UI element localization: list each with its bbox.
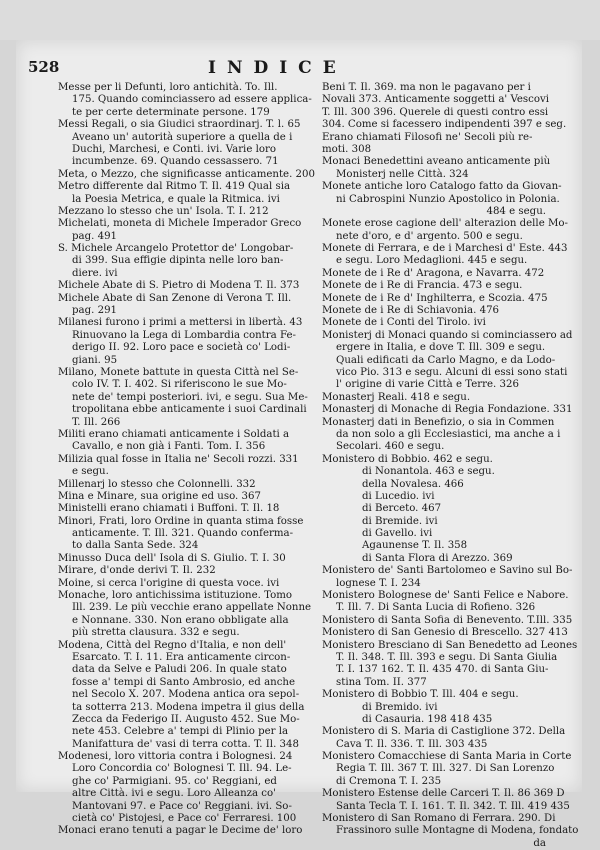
index-entry-line: lognese T. I. 234	[336, 577, 421, 589]
index-entry-line: T. Ill. 300 396. Querele di questi contro essi	[322, 106, 549, 118]
index-entry-line: Modenesi, loro vittoria contra i Bolognesi. 24	[58, 751, 293, 763]
index-entry-line: Erano chiamati Filosofi ne' Secoli più re-	[322, 131, 533, 143]
index-entry-line: di Berceto. 467	[362, 503, 442, 515]
page-title: INDICE	[208, 58, 347, 78]
index-entry-line: Mina e Minare, sua origine ed uso. 367	[58, 490, 261, 502]
index-entry-line: Monistero de' Santi Bartolomeo e Savino sul Bo-	[322, 565, 573, 577]
index-entry-line: la Poesia Metrica, e quale la Ritmica. ivi	[72, 193, 280, 205]
index-entry-line: Monistero di S. Maria di Castiglione 372. Della	[322, 726, 566, 738]
index-entry-line: te per certe determinate persone. 179	[72, 106, 270, 118]
index-entry-line: Michele Abate di San Zenone di Verona T. Ill.	[58, 292, 292, 304]
index-entry-line: vico Pio. 313 e segu. Alcuni di essi sono stati	[336, 366, 568, 378]
index-entry-line: di Lucedio. ivi	[362, 490, 435, 502]
index-entry-line: Agaunense T. Il. 358	[362, 540, 468, 552]
index-entry-line: tropolitana ebbe anticamente i suoi Cardinali	[72, 404, 307, 416]
index-entry-line: più stretta clausura. 332 e segu.	[72, 627, 240, 639]
index-entry-line: Messi Regali, o sia Giudici straordinarj. T. l. 65	[58, 119, 301, 131]
index-entry-line: Monisterj di Monaci quando si cominciassero ad	[322, 329, 573, 341]
index-entry-line: da non solo a gli Ecclesiastici, ma anche a i	[336, 428, 561, 440]
index-entry-line: Monistero di Bobbio T. Ill. 404 e segu.	[322, 689, 519, 701]
index-entry-line: Monete erose cagione dell' alterazion delle Mo-	[322, 218, 568, 230]
index-entry-line: Messe per li Defunti, loro antichità. To. Ill.	[58, 82, 278, 93]
index-entry-line: e segu.	[72, 466, 109, 478]
index-entry-line: nete d'oro, e d' argento. 500 e segu.	[336, 230, 523, 242]
index-entry-line: Michele Abate di S. Pietro di Modena T. Il. 373	[58, 280, 300, 292]
index-entry-line: di Casauria. 198 418 435	[362, 713, 493, 725]
index-entry-line: fosse a' tempi di Santo Ambrosio, ed anche	[72, 676, 295, 688]
index-entry-line: di Cremona T. I. 235	[336, 775, 442, 787]
index-entry-line: Monistero di San Genesio di Brescello. 327 413	[322, 627, 568, 639]
index-entry-line: T. Ill. 266	[72, 416, 121, 428]
index-entry-line: T. Il. 348. T. Ill. 393 e segu. Di Santa Giulia	[336, 651, 558, 663]
index-entry-line: Monete antiche loro Catalogo fatto da Giovan-	[322, 181, 562, 193]
index-entry-line: Monete de i Re d' Aragona, e Navarra. 472	[322, 267, 545, 279]
index-entry-line: Monasterj dati in Benefizio, o sia in Commen	[322, 416, 555, 428]
index-entry-line: nete 453. Celebre a' tempi di Plinio per la	[72, 726, 289, 738]
index-entry-line: di Gavello. ivi	[362, 528, 433, 540]
index-entry-line: Milizia qual fosse in Italia ne' Secoli rozzi. 331	[58, 453, 299, 465]
index-entry-line: Militi erano chiamati anticamente i Soldati a	[58, 428, 290, 440]
index-entry-line: Michelati, moneta di Michele Imperador Greco	[58, 218, 302, 230]
index-entry-line: moti. 308	[322, 143, 372, 155]
index-entry-line: diere. ivi	[72, 267, 118, 279]
page-number: 528	[28, 58, 60, 76]
index-entry-line: l' origine di varie Città e Terre. 326	[336, 379, 519, 391]
index-entry-line: 304. Come si facessero indipendenti 397 e seg.	[322, 119, 567, 131]
index-entry-line: di Santa Flora di Arezzo. 369	[362, 552, 513, 564]
index-entry-line: Duchi, Marchesi, e Conti. ivi. Varie loro	[72, 143, 276, 155]
index-entry-line: Frassinoro sulle Montagne di Modena, fondato	[336, 825, 579, 837]
index-entry-line: e Nonnane. 330. Non erano obbligate alla	[72, 614, 289, 626]
index-entry-line: S. Michele Arcangelo Protettor de' Longobar-	[58, 243, 294, 255]
index-entry-line: Monasterj di Monache di Regia Fondazione. 331	[322, 404, 573, 416]
index-entry-line: Monistero Comacchiese di Santa Maria in Corte	[322, 751, 572, 763]
scan-top-margin	[0, 0, 600, 40]
index-entry-line: Monete de i Re di Francia. 473 e segu.	[322, 280, 523, 292]
index-entry-line: della Novalesa. 466	[362, 478, 464, 490]
index-entry-line: 175. Quando cominciassero ad essere applica-	[72, 94, 312, 106]
index-entry-line: Monisterj nelle Città. 324	[336, 168, 469, 180]
index-entry-line: incumbenze. 69. Quando cessassero. 71	[72, 156, 279, 168]
index-entry-line: Monache, loro antichissima istituzione. Tomo	[58, 590, 293, 602]
index-entry-line: Zecca da Federigo II. Augusto 452. Sue Mo-	[72, 713, 300, 725]
index-entry-line: Monaci Benedettini aveano anticamente più	[322, 156, 551, 168]
index-entry-line: Minusso Duca dell' Isola di S. Giulio. T. I. 30	[58, 552, 286, 564]
index-entry-line: altre Città. ivi e segu. Loro Alleanza co'	[72, 788, 276, 800]
index-entry-line: Monaci erano tenuti a pagar le Decime de' loro	[58, 825, 303, 837]
index-entry-line: Metro differente dal Ritmo T. Il. 419 Qual sia	[58, 181, 291, 193]
index-entry-line: Beni T. Il. 369. ma non le pagavano per i	[322, 82, 531, 93]
page-header	[28, 58, 548, 82]
index-entry-line: Monete de i Conti del Tirolo. ivi	[322, 317, 486, 329]
index-entry-line: Rinuovano la Lega di Lombardia contra Fe-	[72, 329, 296, 341]
index-entry-line: di Bremido. ivi	[362, 701, 438, 713]
right-column	[322, 82, 579, 850]
index-entry-line: Monistero Bresciano di San Benedetto ad Leones	[322, 639, 578, 651]
index-entry-line: Mantovani 97. e Pace co' Reggiani. ivi. So-	[72, 800, 292, 812]
index-entry-line: di 399. Sua effigie dipinta nelle loro ban-	[72, 255, 284, 267]
index-entry-line: T. Ill. 7. Di Santa Lucia di Rofieno. 326	[336, 602, 536, 614]
index-entry-line: Loro Concordia co' Bolognesi T. Ill. 94. Le-	[72, 763, 292, 775]
left-column	[58, 82, 316, 838]
index-entry-line: T. I. 137 162. T. Il. 435 470. di Santa Giu-	[336, 664, 549, 676]
index-entry-line: Monistero Bolognese de' Santi Felice e Nabore.	[322, 590, 569, 602]
index-entry-line: pag. 291	[72, 305, 118, 317]
index-entry-line: e segu. Loro Medaglioni. 445 e segu.	[336, 255, 528, 267]
index-entry-line: stina Tom. II. 377	[336, 676, 427, 688]
index-entry-line: Monistero Estense delle Carceri T. Il. 86 369 D	[322, 788, 565, 800]
index-entry-line: colo IV. T. I. 402. Si riferiscono le sue Mo-	[72, 379, 287, 391]
index-entry-line: Manifattura de' vasi di terra cotta. T. Il. 348	[72, 738, 299, 750]
index-entry-line: cietà co' Pistojesi, e Pace co' Ferraresi. 100	[72, 813, 297, 825]
index-entry-line: Secolari. 460 e segu.	[336, 441, 445, 453]
index-entry-line: ghe co' Parmigiani. 95. co' Reggiani, ed	[72, 775, 277, 787]
index-entry-line: ni Cabrospini Nunzio Apostolico in Polonia.	[336, 193, 560, 205]
index-entry-line: Milanesi furono i primi a mettersi in libertà. 43	[58, 317, 303, 329]
index-entry-line: nel Secolo X. 207. Modena antica ora sepol-	[72, 689, 300, 701]
index-entry-line: ergere in Italia, e dove T. Ill. 309 e segu.	[336, 342, 546, 354]
index-entry-line: Monasterj Reali. 418 e segu.	[322, 391, 471, 403]
index-entry-line: Moine, si cerca l'origine di questa voce. ivi	[58, 577, 280, 589]
index-entry-line: giani. 95	[72, 354, 118, 366]
index-entry-line: Ill. 239. Le più vecchie erano appellate Nonne	[72, 602, 312, 614]
index-entry-line: di Nonantola. 463 e segu.	[362, 466, 495, 478]
index-entry-line: Minori, Frati, loro Ordine in quanta stima fosse	[58, 515, 304, 527]
index-entry-line: Mirare, d'onde derivi T. Il. 232	[58, 565, 216, 577]
index-entry-line: Cava T. Il. 336. T. Ill. 303 435	[336, 738, 488, 750]
index-entry-line: Monete de i Re d' Inghilterra, e Scozia. 475	[322, 292, 548, 304]
index-entry-line: Mezzano lo stesso che un' Isola. T. I. 212	[58, 205, 269, 217]
index-entry-line: Esarcato. T. I. 11. Era anticamente circon-	[72, 651, 291, 663]
index-entry-line: Quali edificati da Carlo Magno, e da Lodo-	[336, 354, 556, 366]
index-entry-line: da	[533, 837, 546, 849]
index-entry-line: Regia T. Ill. 367 T. Ill. 327. Di San Lorenzo	[336, 763, 555, 775]
index-entry-line: Novali 373. Anticamente soggetti a' Vescovi	[322, 94, 549, 106]
index-entry-line: Monistero di San Romano di Ferrara. 290. Di	[322, 813, 556, 825]
index-entry-line: Monistero di Bobbio. 462 e segu.	[322, 453, 493, 465]
index-entry-line: Milano, Monete battute in questa Città nel Se-	[58, 366, 299, 378]
index-entry-line: Santa Tecla T. I. 161. T. Il. 342. T. Ill. 419 435	[336, 800, 570, 812]
index-entry-line: derigo II. 92. Loro pace e società co' Lodi-	[72, 342, 291, 354]
index-entry-line: 484 e segu.	[486, 205, 546, 217]
index-entry-line: Modena, Città del Regno d'Italia, e non dell'	[58, 639, 287, 651]
index-entry-line: Monete di Ferrara, e de i Marchesi d' Este. 443	[322, 243, 568, 255]
index-entry-line: pag. 491	[72, 230, 118, 242]
index-entry-line: Cavallo, e non già i Fanti. Tom. I. 356	[72, 441, 266, 453]
index-entry-line: data da Selve e Paludi 206. In quale stato	[72, 664, 287, 676]
index-entry-line: Ministelli erano chiamati i Buffoni. T. Il. 18	[58, 503, 280, 515]
index-entry-line: Meta, o Mezzo, che significasse anticamente. 200	[58, 168, 316, 180]
index-entry-line: di Bremide. ivi	[362, 515, 438, 527]
index-entry-line: Aveano un' autorità superiore a quella de i	[72, 131, 293, 143]
index-entry-line: nete de' tempi posteriori. ivi, e segu. Sua Me-	[72, 391, 308, 403]
index-entry-line: Monistero di Santa Sofia di Benevento. T.Ill. 335	[322, 614, 573, 626]
index-entry-line: anticamente. T. Ill. 321. Quando conferma-	[72, 528, 294, 540]
index-entry-line: Monete de i Re di Schiavonia. 476	[322, 305, 500, 317]
index-entry-line: ta sotterra 213. Modena impetra il gius della	[72, 701, 305, 713]
index-entry-line: to dalla Santa Sede. 324	[72, 540, 199, 552]
index-entry-line: Millenarj lo stesso che Colonnelli. 332	[58, 478, 256, 490]
